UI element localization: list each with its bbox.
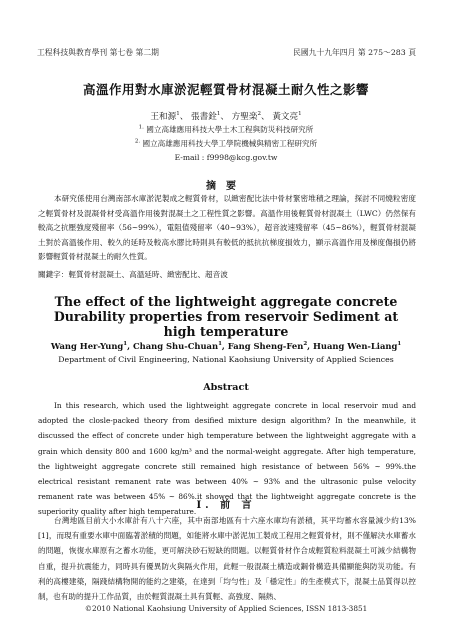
contact-email: E-mail : f9998@kcg.gov.tw	[174, 153, 278, 162]
affiliation-2	[0, 138, 452, 149]
abstract-heading-chinese: 摘要	[206, 181, 246, 192]
author-name-en: Huang Wen-Liang	[312, 341, 398, 351]
affiliation-text: 國立高雄應用科技大學工學院機械與精密工程研究所	[142, 139, 318, 148]
department-english: Department of Civil Engineering, National Kaohsiung University of Applied Sciences	[58, 355, 394, 364]
author-affil-sup: 1	[218, 341, 222, 348]
author-affil-sup: 1	[397, 341, 402, 348]
author-name-en: Chang Shu-Chuan	[132, 341, 219, 351]
abstract-body-english: In this research, which used the lightweight aggregate concrete in local reservoir mud and adopted the closle-packed theory from desified mixture design algorithm? In the meanwhile, it discussed the effect of concrete under high temperature between the lightweight aggregate with a grain which density 800 and 1600 kg/m³ and the normal-weight aggregate. After high temperature, the lightweight aggregate concrete still remained high resistance of between 56% ~ 99%.the electrical resistant remanent rate was between 40% ~ 93% and the ultrasonic pulse velocity remanent rate was between 45% ~ 86%.it showed that the lightweight aggregate concrete is the superiority quality after high temperature.	[38, 401, 416, 517]
author-affil-sup: 2	[257, 111, 261, 118]
author-name: 張書銓	[191, 112, 217, 122]
affiliation-sup: 1.	[138, 124, 144, 131]
author-name: 王和源	[150, 112, 177, 122]
author-name: 黃文亮	[272, 112, 299, 122]
author-separator: ,	[307, 341, 313, 351]
author-name-en: Wang Her-Yung	[50, 341, 124, 351]
author-list-english	[0, 341, 452, 351]
keywords-chinese: 關鍵字：輕質骨材混凝土、高溫延時、緻密配比、超音波	[38, 270, 228, 279]
abstract-body-chinese: 本研究係使用台灣南部水庫淤泥製成之輕質骨材，以緻密配比法中骨材緊密堆積之理論，探討不同燒粒密度之輕質骨材及混凝骨材受高溫作用後對混凝土之工程性質之影響。高溫作用後輕質骨材混凝土（LWC）仍然保有較高之抗壓強度殘留率（56~99%），電阻值殘留率（40~93%），超音波速殘留率（45~86%），輕質骨材混凝土對於高溫後作用、較久的延時及較高水膠比時則具有較低的抵抗抗梯度損效力，顯示高溫作用及梯度傷損仍將影響輕質骨材混凝土的耐久性質。	[38, 194, 416, 261]
author-list-chinese	[0, 110, 452, 122]
author-separator: ,	[221, 341, 228, 351]
affiliation-1	[0, 124, 452, 135]
page-range-header: 民國九十九年四月 第 275～283 頁	[293, 48, 416, 57]
author-affil-sup: 1	[123, 341, 128, 348]
author-affil-sup: 1	[176, 111, 180, 118]
author-separator: 、	[179, 112, 189, 122]
author-name-en: Fang Sheng-Fen	[227, 341, 304, 351]
paper-title-english: The effect of the lightweight aggregate concrete Durability properties from reservoir Sediment at high temperature	[53, 294, 399, 339]
affiliation-text: 國立高雄應用科技大學土木工程與防災科技研究所	[146, 125, 314, 134]
journal-header: 工程科技與教育學刊 第七卷 第二期	[37, 48, 159, 57]
author-affil-sup: 1	[216, 111, 221, 118]
author-separator: 、	[220, 112, 229, 122]
author-affil-sup: 1	[298, 111, 302, 118]
author-affil-sup: 2	[303, 341, 308, 348]
paper-title-chinese: 高溫作用對水庫淤泥輕質骨材混凝土耐久性之影響	[82, 82, 369, 97]
author-separator: 、	[260, 112, 270, 122]
section-heading-introduction: I. 前 言	[196, 500, 256, 511]
author-name: 方聖楽	[231, 112, 258, 122]
copyright-footer: ©2010 National Kaohsiung University of Applied Sciences, ISSN 1813-3851	[84, 604, 368, 613]
author-separator: ,	[127, 341, 133, 351]
affiliation-sup: 2.	[134, 138, 141, 145]
introduction-body: 台灣地區目前大小水庫計有八十六座，其中南部地區有十六座水庫均有淤積，其平均蓄水容量減少約13% [1]，而現有重要水庫中面臨著淤積的問題，如能將水庫中淤泥加工製成工程用之輕質骨材，則不僅解決水庫蓄水的問題，恢復水庫原有之蓄水功能，更可解決砂石短缺的問題。以輕質骨材作合成輕質粒料混凝土可減少結構物自重，提升抗震能力，同時具有優異防火與隔火作用，此輕一般混凝土構造或鋼骨構造具備顯能與防災功能。有利的高樓建築，隔踐結構物開的能約之建築，在達到「均勻性」及「穩定性」的生產模式下，混凝土品質得以控制，也有助的提升工作品質，由於輕質混凝土具有質輕、高強度、隔熱、	[38, 516, 416, 602]
abstract-heading-english: Abstract	[203, 382, 249, 393]
